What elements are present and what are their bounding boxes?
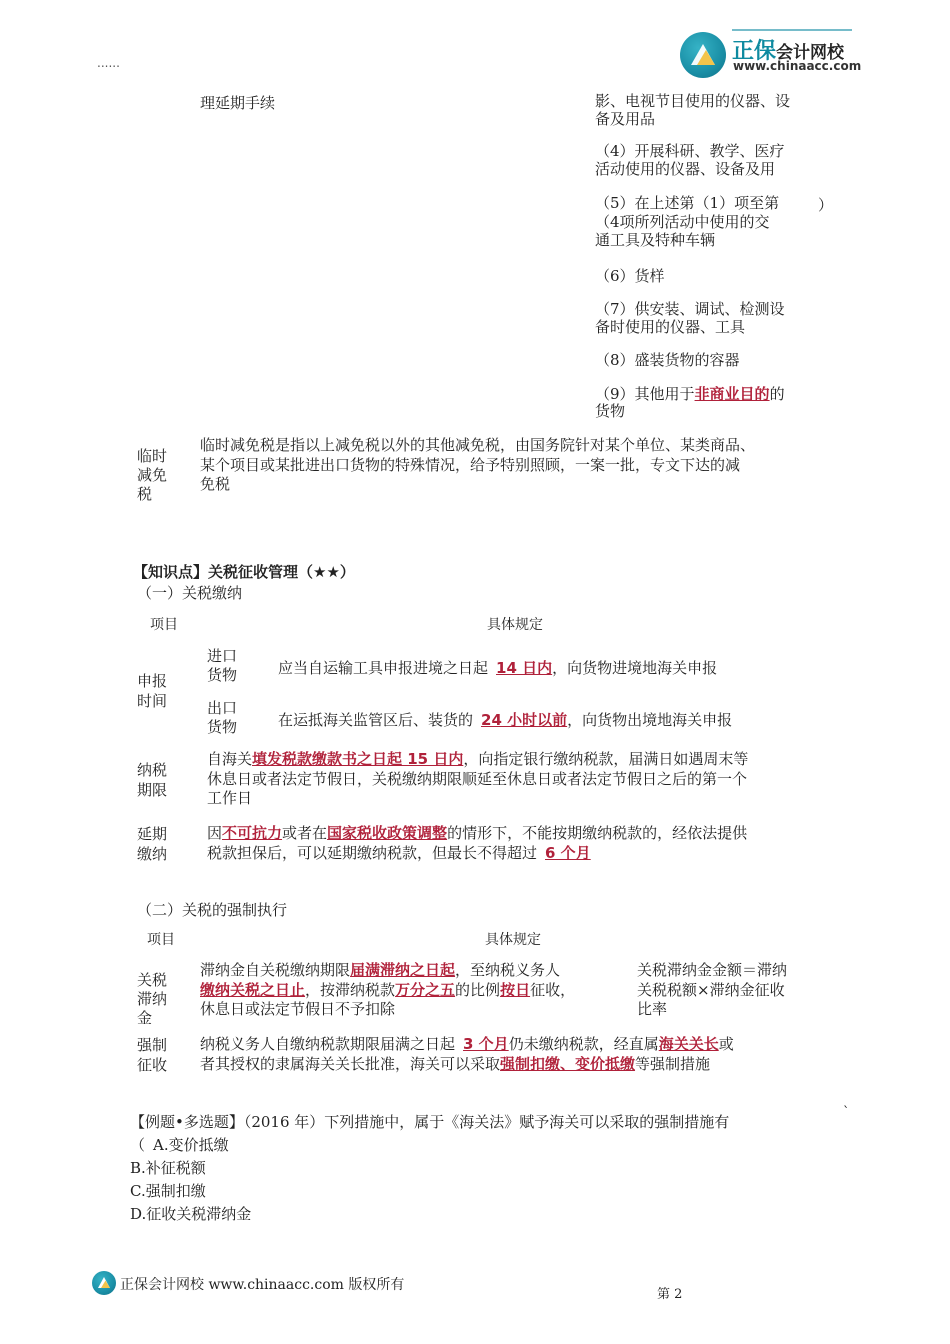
item5-closing-paren: ） (818, 196, 834, 214)
section1-col-item: 项目 (150, 617, 178, 633)
brand-logo-icon (680, 32, 726, 78)
option-c[interactable]: C.强制扣缴 (130, 1182, 206, 1200)
temp-exemption-text: 临时减免税是指以上减免税以外的其他减免税，由国务院针对某个单位、某类商品、 某个项目或某批进出口货物的特殊情况，给予特别照顾，一案一批，专文下达的减 免税 (200, 436, 756, 493)
brand-name: 正保会计网校 (732, 39, 845, 64)
exemption-item-line: （4项所列活动中使用的交 (595, 213, 770, 231)
section2-subtitle: （二）关税的强制执行 (137, 901, 288, 919)
brand-url: www.chinaacc.com (733, 59, 862, 73)
import-goods-label: 进口 货物 (207, 647, 238, 684)
exemption-item-line: （7）供安装、调试、检测设 (595, 300, 785, 318)
exemption-item (595, 351, 820, 369)
pay-deadline-rule: 自海关填发税款缴款书之日起 15 日内，向指定银行缴纳税款，届满日如遇周末等 休息日或者法定节假日，关税缴纳期限顺延至休息日或者法定节假日之后的第一个 工作日 (207, 750, 749, 807)
late-fee-formula: 关税滞纳金金额＝滞纳 关税税额×滞纳金征收 比率 (637, 961, 788, 1018)
section2-col-item: 项目 (147, 932, 175, 948)
exemption-item-line: （8）盛装货物的容器 (595, 351, 740, 369)
footer-logo-icon (92, 1271, 116, 1295)
declare-time-label: 申报 时间 (137, 672, 168, 710)
exemption-item-line: 备时使用的仪器、工具 (595, 318, 746, 336)
brand-suffix: 会计网校 (776, 43, 845, 63)
exemption-item-9: （9）其他用于非商业目的的 货物 (595, 385, 785, 420)
late-fee-label: 关税 滞纳 金 (137, 971, 168, 1027)
section1-col-rule: 具体规定 (487, 617, 543, 633)
exemption-item-line: （5）在上述第（1）项至第 (595, 194, 780, 212)
exemption-item-line: （6）货样 (595, 267, 665, 285)
top-left-fragment: ...... (97, 56, 120, 70)
delay-payment-rule: 因不可抗力或者在国家税收政策调整的情形下，不能按期缴纳税款的，经依法提供 税款担保后，可以延期缴纳税款，但最长不得超过 6 个月 (207, 824, 748, 862)
exemption-item (595, 142, 820, 178)
exemption-item (595, 267, 820, 285)
export-rule: 在运抵海关监管区后、装货的 24 小时以前，向货物出境地海关申报 (278, 711, 733, 729)
example-question: 【例题•多选题】（2016 年）下列措施中，属于《海关法》赋予海关可以采取的强制措施有 (130, 1113, 730, 1131)
top-row1-middle: 理延期手续 (200, 94, 276, 112)
exemption-item (595, 300, 820, 336)
exemption-item-line: 通工具及特种车辆 (595, 231, 716, 249)
exemption-item-line: 影、电视节目使用的仪器、设 (595, 92, 791, 110)
page-number: 第 2 (657, 1287, 683, 1302)
option-a[interactable]: （ A.变价抵缴 (130, 1136, 229, 1154)
option-b[interactable]: B.补征税额 (130, 1159, 206, 1177)
exemption-item-line: 活动使用的仪器、设备及用 (595, 160, 776, 178)
example-tick: ` (843, 1105, 850, 1120)
footer-text: 正保会计网校 www.chinaacc.com 版权所有 (120, 1277, 405, 1293)
late-fee-rule: 滞纳金自关税缴纳期限届满滞纳之日起，至纳税义务人 缴纳关税之日止，按滞纳税款万分之五的比例按日征收， 休息日或法定节假日不予扣除 (200, 961, 576, 1018)
section1-title: 【知识点】关税征收管理（★★） (133, 563, 355, 581)
temp-exemption-label: 临时 减免 税 (137, 447, 168, 503)
pay-deadline-label: 纳税 期限 (137, 761, 168, 799)
example-options (130, 1134, 251, 1226)
section1-subtitle: （一）关税缴纳 (137, 584, 243, 602)
option-d[interactable]: D.征收关税滞纳金 (130, 1205, 252, 1223)
delay-payment-label: 延期 缴纳 (137, 825, 168, 863)
exemption-item-line: （4）开展科研、教学、医疗 (595, 142, 785, 160)
exemption-item-line: 备及用品 (595, 110, 656, 128)
import-rule: 应当自运输工具申报进境之日起 14 日内，向货物进境地海关申报 (278, 659, 718, 677)
section2-col-rule: 具体规定 (485, 932, 541, 948)
forced-collection-label: 强制 征收 (137, 1036, 168, 1074)
exemption-item (595, 194, 820, 249)
exemption-item (595, 92, 820, 128)
export-goods-label: 出口 货物 (207, 699, 238, 736)
brand-underline (732, 29, 852, 31)
forced-collection-rule: 纳税义务人自缴纳税款期限届满之日起 3 个月仍未缴纳税款，经直属海关关长或 者其授权的隶属海关关长批准，海关可以采取强制扣缴、变价抵缴等强制措施 (200, 1035, 734, 1073)
